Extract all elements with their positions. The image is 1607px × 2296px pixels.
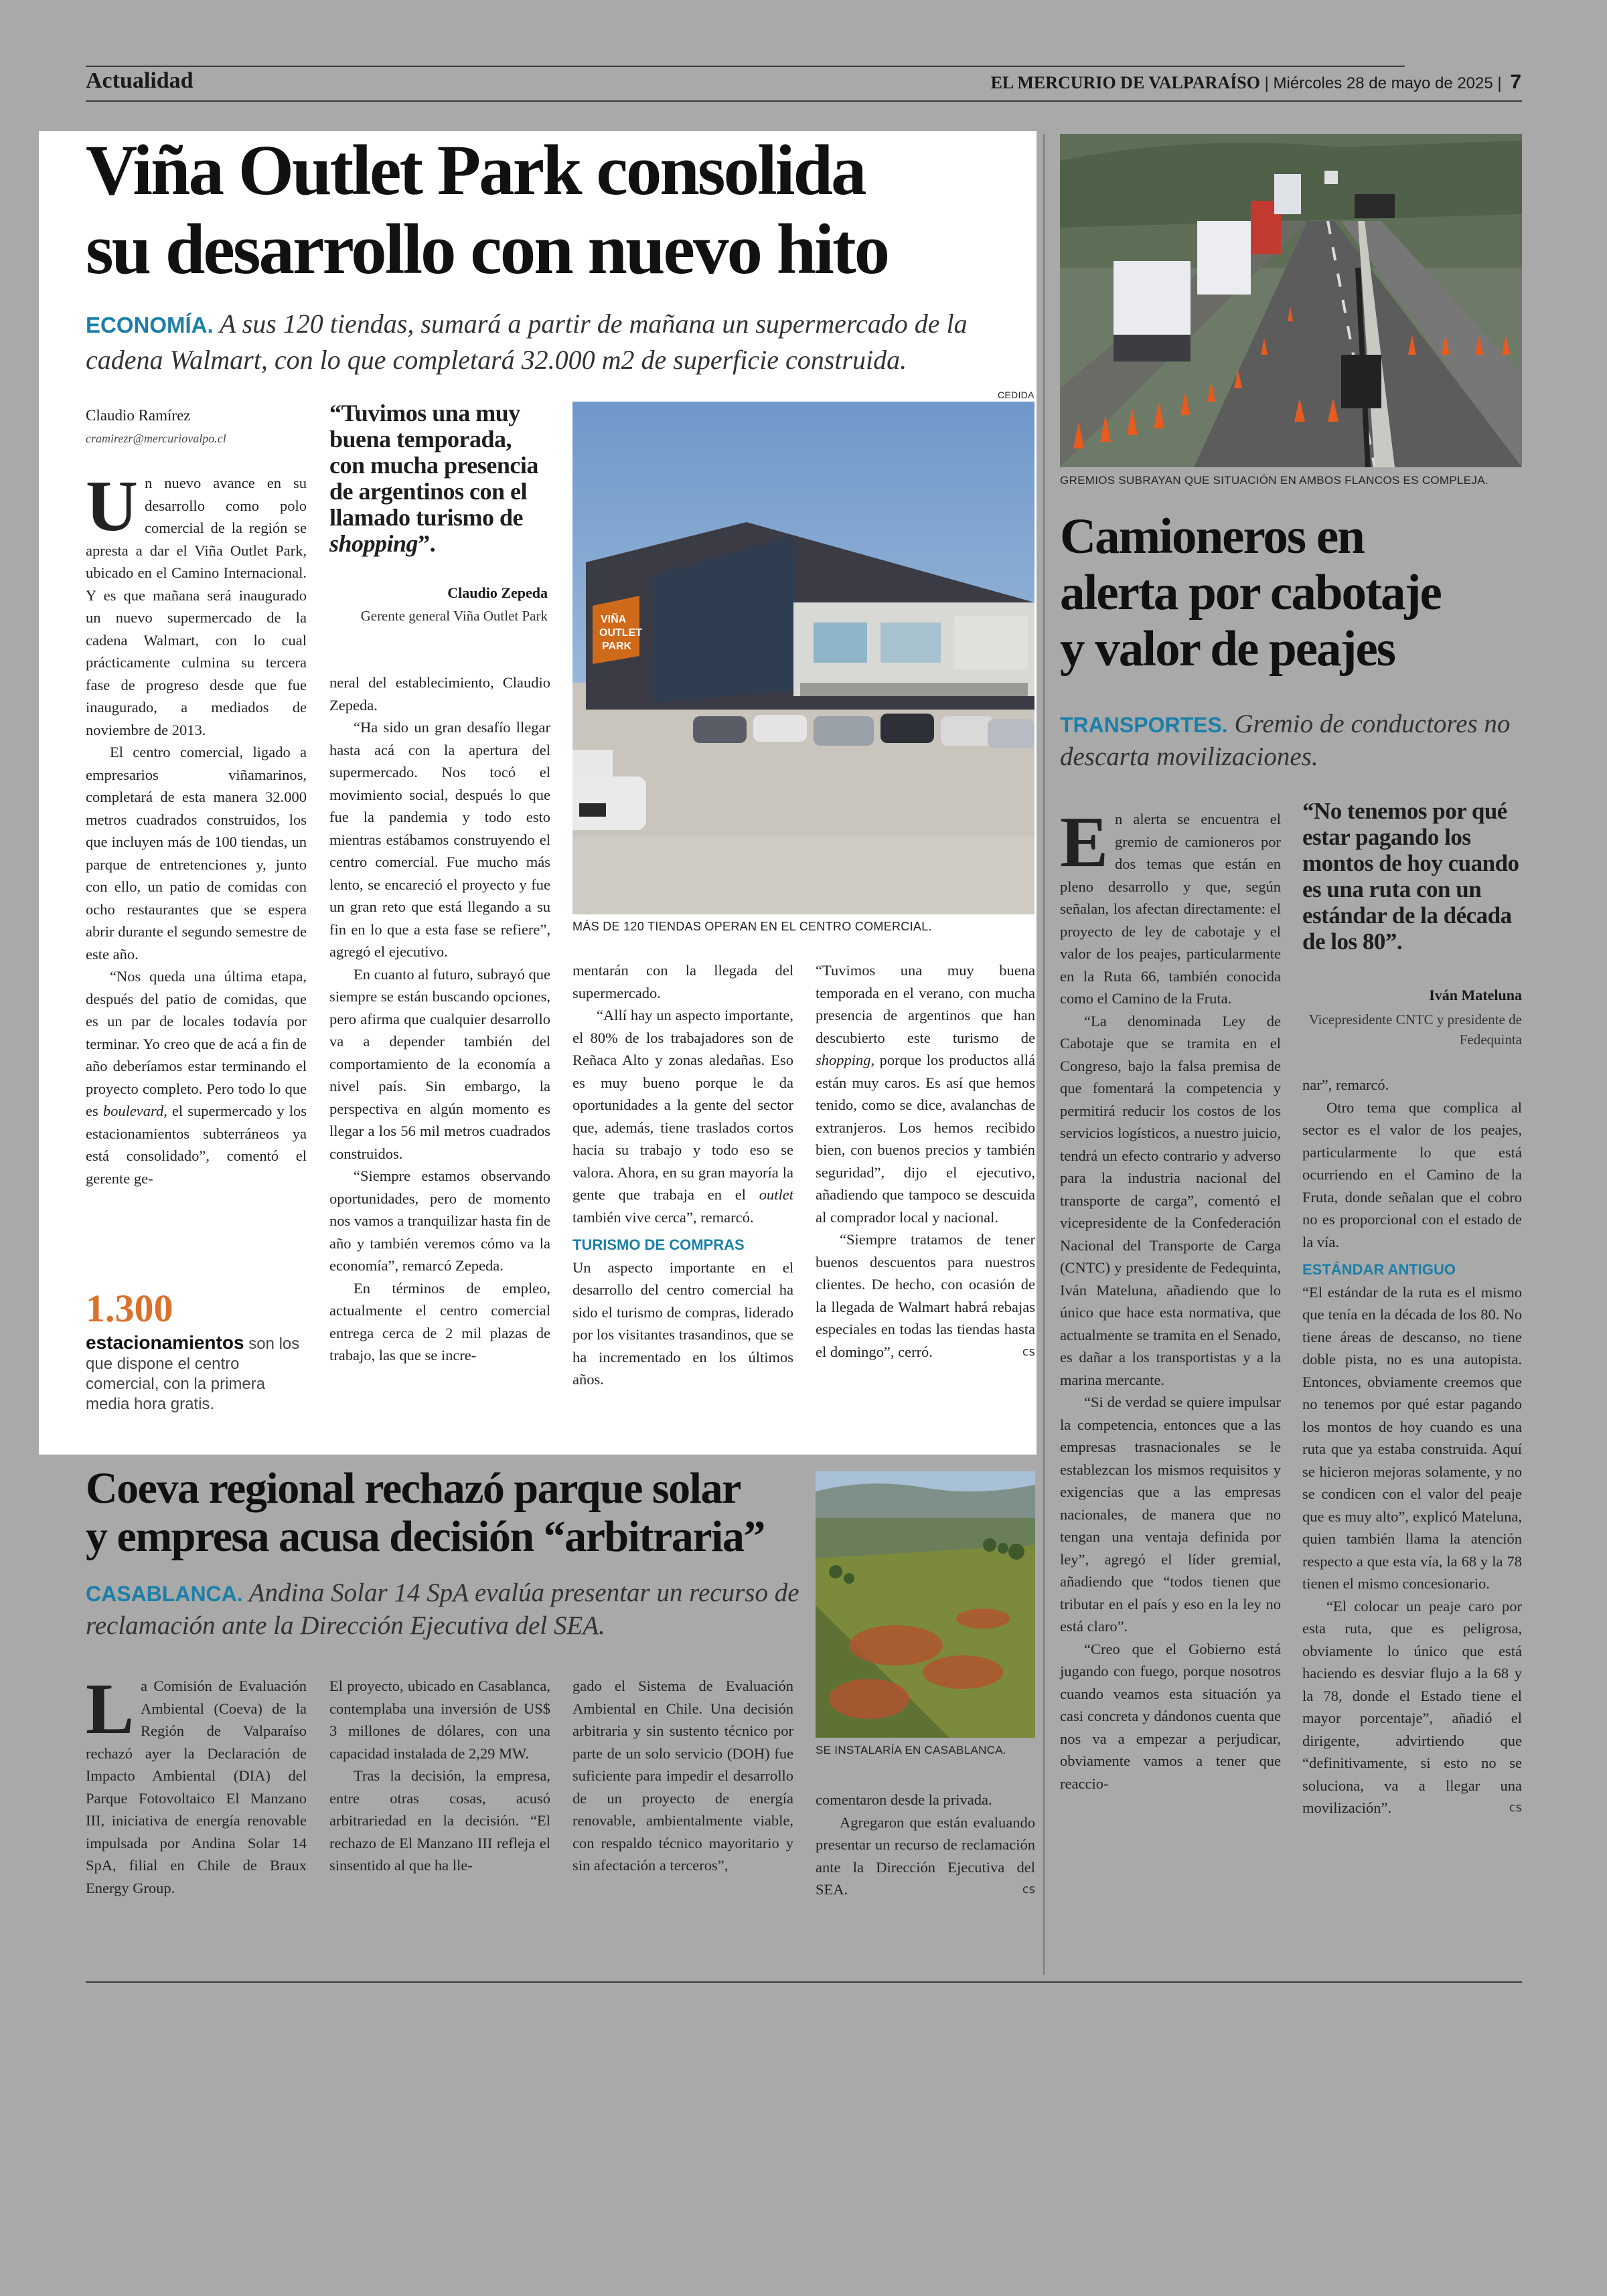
article3-headline-line2: y empresa acusa decisión “arbitraria” <box>86 1512 765 1561</box>
article1-paragraph: neral del establecimiento, Claudio Zepeda. <box>329 674 550 714</box>
section-label: Actualidad <box>86 68 194 93</box>
article2-paragraph: Otro tema que complica al sector es el valor de los peajes, particularmente lo que está ocurriendo en el Camino de la Fruta, donde señalan que el cobro no es proporcional con el estado de la vía. <box>1302 1098 1522 1250</box>
newspaper-name: EL MERCURIO DE VALPARAÍSO <box>990 73 1260 92</box>
stat-label: estacionamientos <box>86 1332 244 1353</box>
article2-lead <box>1060 708 1522 773</box>
page-folio: EL MERCURIO DE VALPARAÍSO | Miércoles 28 de mayo de 2025 | 7 <box>990 71 1521 93</box>
article2-headline-line3: y valor de peajes <box>1060 621 1395 677</box>
article1-quote-role: Gerente general Viña Outlet Park <box>360 608 548 624</box>
article2-paragraph <box>1302 1595 1522 1819</box>
article2-kicker: TRANSPORTES. <box>1060 713 1228 737</box>
paragraph-text: “Allí hay un aspecto importante, el 80% de los trabajadores son de Reñaca Alto y zonas aledañas. Eso es muy bueno porque le da oportunidades a la gente del sector que, además, tiene traslados cortos hacia su trabajo y todo eso se valora. Ahora, en su gran mayoría la gente que trabaja en el <box>572 1007 793 1203</box>
article2-pull-quote: “No tenemos por qué estar pagando los montos de hoy cuando es una ruta con un estándar de la década de los 80”. <box>1302 798 1519 955</box>
article1-paragraph <box>816 1228 1035 1363</box>
outlet-sign-text: VIÑA OUTLET PARK <box>599 614 642 652</box>
column-divider <box>1043 134 1045 1975</box>
paragraph-emphasis: outlet <box>759 1186 793 1203</box>
article3-paragraph: comentaron desde la privada. <box>816 1791 992 1808</box>
article3-column2 <box>329 1675 550 1877</box>
stat-text: son los que dispone el centro comercial, con la primera media hora gratis. <box>86 1335 300 1413</box>
end-mark: cs <box>1022 1882 1035 1896</box>
article2-paragraph: nar”, remarcó. <box>1302 1076 1389 1093</box>
article1-paragraph: El centro comercial, ligado a empresarios viñamarinos, completará de esta manera 32.000 metros cuadrados construidos, los que incluyen más de 100 tiendas, un parque de entretenciones y, junto con ello, un patio de comidas con ocho restaurantes que se espera abrir durante el segundo semestre de este año. <box>86 744 307 963</box>
header-bottom-rule <box>86 100 1522 102</box>
article2-paragraph <box>1060 803 1281 1010</box>
paragraph-text: Agregaron que están evaluando presentar un recurso de reclamación ante la Dirección Ejecutiva del SEA. <box>816 1813 1035 1898</box>
article1-paragraph: Un aspecto importante en el desarrollo del centro comercial ha sido el turismo de compras, liderado por los visitantes trasandinos, que se ha incrementado en los últimos años. <box>572 1258 793 1388</box>
article2-paragraph: “El estándar de la ruta es el mismo que tenía en la década de los 80. No tiene áreas de descanso, no tiene doble pista, no es una autopista. Entonces, obviamente creemos que no tenemos por qué estar pagando los montos de hoy cuando es una ruta que ya estaba construida. Aquí se hicieron mejoras solamente, y no se condicen con el valor del peaje que es muy alto”, explicó Mateluna, quien también llama la atención respecto a que esta vía, la 68 y la 78 tienen el mismo concesionario. <box>1302 1283 1522 1592</box>
highway-illustration <box>1060 134 1522 467</box>
paragraph-text: “Tuvimos una muy buena temporada en el verano, con mucha presencia de argentinos que han descubierto este turismo de <box>816 962 1035 1046</box>
paragraph-text: “El colocar un peaje caro por esta ruta, que es peligrosa, obviamente lo único que está haciendo es desviar flujo a la 68 y la 78, donde el Estado tiene el mayor porcentaje”, añadió el dirigente, advirtiendo que “definitivamente, si esto no se soluciona, va a llegar una movilización”. <box>1302 1597 1522 1816</box>
article1-paragraph: “Ha sido un gran desafío llegar hasta acá con la apertura del supermercado. Nos tocó el movimiento social, después lo que fue la pandemia y todo esto mientras estábamos construyendo el centro comercial. Fue mucho más lento, se encareció el proyecto y fue un gran reto que está llegando a su fin en lo que a esta fase se refiere”, agregó el ejecutivo. <box>329 719 550 960</box>
article2-lead-text: Gremio de conductores no descarta movilizaciones. <box>1060 710 1511 771</box>
stat-description <box>86 1333 307 1414</box>
article1-pull-quote <box>329 400 550 557</box>
article2-column2 <box>1302 1074 1522 1819</box>
header-top-rule <box>86 66 1405 67</box>
outlet-park-illustration <box>572 402 1035 914</box>
article1-kicker: ECONOMÍA. <box>86 313 214 337</box>
article3-paragraph <box>816 1811 1035 1901</box>
article3-column1 <box>86 1669 307 1899</box>
article1-dropcap: U <box>86 467 138 546</box>
article1-paragraph: “Siempre estamos observando oportunidades, pero de momento nos vamos a tranquilizar hasta fin de año y también veremos cómo va la economía”, remarcó Zepeda. <box>329 1167 550 1274</box>
stat-box <box>86 1289 307 1414</box>
article3-column4 <box>816 1789 1035 1901</box>
issue-date: Miércoles 28 de mayo de 2025 <box>1273 74 1493 92</box>
article2-paragraph: “Creo que el Gobierno está jugando con fuego, porque nosotros cuando veamos esta situación ya casi concreta y dándonos cuenta que nos va a empezar a perjudicar, obviamente vamos a tener que reaccio- <box>1060 1640 1281 1792</box>
quote-close: ”. <box>418 530 436 557</box>
article3-photo-caption: SE INSTALARÍA EN CASABLANCA. <box>816 1744 1006 1756</box>
countryside-illustration <box>816 1471 1035 1738</box>
article1-column2 <box>329 671 550 1367</box>
article1-column4 <box>816 959 1035 1363</box>
article2-photo-caption: GREMIOS SUBRAYAN QUE SITUACIÓN EN AMBOS FLANCOS ES COMPLEJA. <box>1060 474 1488 487</box>
article1-paragraph: En términos de empleo, actualmente el centro comercial entrega cerca de 2 mil plazas de trabajo, las que se incre- <box>329 1279 550 1364</box>
article2-subhead: ESTÁNDAR ANTIGUO <box>1302 1261 1456 1278</box>
article3-paragraph: gado el Sistema de Evaluación Ambiental en Chile. Una decisión arbitraria y sin sustento técnico por parte de un solo servicio (DOH) fue suficiente para impedir el desarrollo de un proyecto de energía renovable, ambientalmente viable, con respaldo técnico mayoritario y sin afectación a terceros”, <box>572 1677 793 1874</box>
article2-column1 <box>1060 803 1281 1795</box>
solar-site-photo <box>816 1471 1035 1738</box>
article1-headline-line2: su desarrollo con nuevo hito <box>86 210 889 289</box>
paragraph-text: “Nos queda una última etapa, después del patio de comidas, que es un par de locales todavía por terminar. Yo creo que de acá a fin de año deberíamos estar terminando el proyecto completo. Pero todo lo que es <box>86 968 307 1119</box>
article3-kicker: CASABLANCA. <box>86 1582 243 1606</box>
paragraph-emphasis: shopping <box>816 1052 871 1068</box>
article1-paragraph: mentarán con la llegada del supermercado. <box>572 962 793 1001</box>
paragraph-text: también vive cerca”, remarcó. <box>572 1208 754 1226</box>
article1-lead-text: A sus 120 tiendas, sumará a partir de mañana un supermercado de la cadena Walmart, con lo que completará 32.000 m2 de superficie construida. <box>86 309 968 375</box>
article3-column3 <box>572 1675 793 1877</box>
article3-paragraph: El proyecto, ubicado en Casablanca, contemplaba una inversión de US$ 3 millones de dólares, con una capacidad instalada de 2,29 MW. <box>329 1677 550 1762</box>
article1-quote-author: Claudio Zepeda <box>447 584 548 601</box>
paragraph-emphasis: boulevard <box>102 1102 164 1119</box>
article1-headline-line1: Viña Outlet Park consolida <box>86 131 865 210</box>
footer-rule <box>86 1981 1522 1983</box>
article2-headline <box>1060 509 1522 677</box>
quote-emphasis: shopping <box>329 530 418 557</box>
article2-paragraph: “Si de verdad se quiere impulsar la competencia, entonces que a las empresas trasnacionales se le establezcan los mismos requisitos y exigencias que a las empresas nacionales, de manera que no tengan una ventaja definida por ley”, agregó el líder gremial, añadiendo que “todos tienen que tributar en el país y eso en la ley no está claro”. <box>1060 1394 1281 1635</box>
article3-dropcap: L <box>86 1669 135 1749</box>
article1-paragraph <box>86 965 307 1190</box>
quote-text: “Tuvimos una muy buena temporada, con mucha presencia de argentinos con el llamado turismo de <box>329 400 538 531</box>
article3-headline-line1: Coeva regional rechazó parque solar <box>86 1464 741 1513</box>
photo-credit: CEDIDA <box>998 390 1035 400</box>
paragraph-text: n alerta se encuentra el gremio de camioneros por dos temas que están en pleno desarrollo y que, según señalan, los afectan directamente: el proyecto de ley de cabotaje y el valor de los peajes, particularmente en la Ruta 66, también conocida como el Camino de la Fruta. <box>1060 811 1281 1007</box>
article1-paragraph <box>816 959 1035 1228</box>
paragraph-text: n nuevo avance en su desarrollo como polo comercial de la región se apresta a dar el Viña Outlet Park, ubicado en el Camino Internacional. Y es que mañana será inaugurado un nuevo supermercado de la cadena Walmart, con lo cual prácticamente culmina su tercera fase de progreso desde que fue inaugurado, a mediados de noviembre de 2013. <box>86 475 307 738</box>
stat-number: 1.300 <box>86 1287 173 1330</box>
paragraph-text: a Comisión de Evaluación Ambiental (Coeva) de la Región de Valparaíso rechazó ayer la Declaración de Impacto Ambiental (DIA) del Parque Fotovoltaico El Manzano III, iniciativa de energía renovable impulsada por Andina Solar 14 SpA, filial en Chile de Braux Energy Group. <box>86 1677 307 1896</box>
article3-lead <box>86 1577 809 1642</box>
article1-paragraph <box>572 1004 793 1228</box>
paragraph-text: , porque los productos allá están muy caros. Es así que hemos tenido, como se dice, avalanchas de extranjeros. Los hemos recibido bien, con buenos precios y también seguridad”, dijo el ejecutivo, añadiendo que tampoco se descuida al comprador local y nacional. <box>816 1052 1035 1226</box>
article2-quote-role: Vicepresidente CNTC y presidente de Fedequinta <box>1308 1011 1522 1048</box>
article2-headline-line2: alerta por cabotaje <box>1060 565 1441 621</box>
article3-paragraph: Tras la decisión, la empresa, entre otras cosas, acusó arbitrariedad en la decisión. “El rechazo de El Manzano III refleja el sinsentido al que ha lle- <box>329 1767 550 1874</box>
article2-dropcap: E <box>1060 803 1109 882</box>
article2-quote-author: Iván Mateluna <box>1429 987 1522 1003</box>
outlet-park-photo <box>572 402 1035 914</box>
article1-column1 <box>86 467 307 1190</box>
article3-paragraph <box>86 1669 307 1899</box>
page-number: 7 <box>1510 71 1521 93</box>
article1-author: Claudio Ramírez <box>86 407 191 424</box>
article1-paragraph: En cuanto al futuro, subrayó que siempre se están buscando opciones, pero afirma que cualquier desarrollo va a depender también del comportamiento de la economía a nivel país. Sin embargo, la perspectiva en algún momento es llegar a los 56 mil metros cuadrados construidos. <box>329 965 550 1162</box>
article1-paragraph <box>86 467 307 741</box>
end-mark: cs <box>1509 1801 1522 1815</box>
article1-column3 <box>572 959 793 1391</box>
article1-headline <box>86 131 1037 289</box>
end-mark: cs <box>1022 1344 1035 1359</box>
article1-email: cramirezr@mercuriovalpo.cl <box>86 432 226 445</box>
article1-photo-caption: MÁS DE 120 TIENDAS OPERAN EN EL CENTRO COMERCIAL. <box>572 920 932 933</box>
article3-lead-text: Andina Solar 14 SpA evalúa presentar un recurso de reclamación ante la Dirección Ejecutiva del SEA. <box>86 1578 799 1640</box>
paragraph-text: “Siempre tratamos de tener buenos descuentos para nuestros clientes. De hecho, con ocasión de la llegada de Walmart habrá rebajas especiales en todas las tiendas hasta el domingo”, cerró. <box>816 1231 1035 1360</box>
article3-headline <box>86 1465 822 1561</box>
highway-trucks-photo <box>1060 134 1522 467</box>
paragraph-text: , el supermercado y los estacionamientos subterráneos ya está consolidado”, comentó el gerente ge- <box>86 1102 307 1187</box>
article1-subhead: TURISMO DE COMPRAS <box>572 1236 745 1253</box>
article2-headline-line1: Camioneros en <box>1060 509 1364 564</box>
article1-lead <box>86 307 1037 378</box>
article2-paragraph: “La denominada Ley de Cabotaje que se tramita en el Congreso, bajo la falsa premisa de que fomentará la competencia y permitirá reducir los costos de los servicios logísticos, a nuestro juicio, tendrá un efecto contrario y adverso para la industria nacional del transporte de carga”, comentó el vicepresidente de la Confederación Nacional del Transporte de Carga (CNTC) y presidente de Fedequinta, Iván Mateluna, añadiendo que lo único que hace esta normativa, que actualmente se tramita en el Senado, es dañar a los transportistas y a la marina mercante. <box>1060 1012 1281 1388</box>
